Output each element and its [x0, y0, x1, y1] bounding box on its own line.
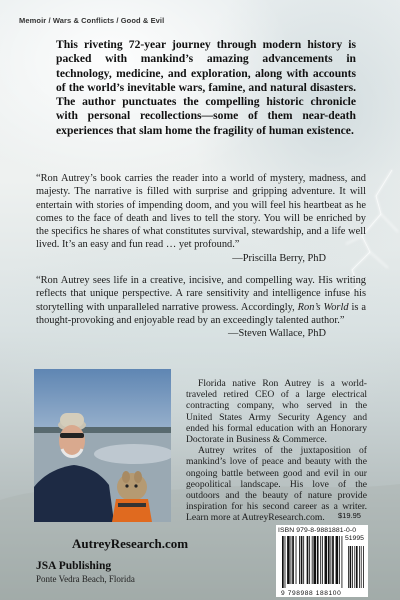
testimonial-2-text [36, 274, 366, 327]
barcode-bars [282, 536, 366, 590]
author-bio [186, 378, 367, 524]
testimonial-1 [36, 172, 366, 265]
testimonial-2-text-start: “Ron Autrey sees life in a creative, incisive, and compelling way. His writing reflects that unique perspective. A rare sensitivity and intelligence infuse his storytelling with unparalleled narrative prowess. Accordingly, [36, 275, 366, 313]
genre-categories: Memoir / Wars & Conflicts / Good & Evil [19, 16, 165, 25]
testimonial-2-attribution: —Steven Wallace, PhD [228, 328, 326, 340]
barcode-addon-number: 51995 [345, 535, 364, 542]
testimonial-2-text-end: is a thought-provoking and enjoyable read by an exceedingly talented author.” [36, 301, 366, 326]
isbn-number: ISBN 979-8-9881881-0-0 [278, 527, 357, 534]
website-url: AutreyResearch.com [72, 536, 189, 551]
publisher-location: Ponte Vedra Beach, Florida [36, 574, 135, 584]
publisher-name: JSA Publishing [36, 560, 112, 572]
price-label: $19.95 [338, 511, 361, 520]
testimonial-2 [36, 274, 366, 340]
testimonial-2-book-title: Ron’s World [297, 301, 349, 313]
book-blurb: This riveting 72-year journey through modern history is packed with mankind’s amazing advancements in technology, medicine, and exploration, along with accounts of the world’s inevitable wars, famine, and natural disasters. The author punctuates the compelling historic chronicle with personal recollections—some of them near-death experiences that slam home the fragility of human existence. [56, 38, 356, 137]
author-bio-paragraph-1: Florida native Ron Autrey is a world-traveled retired CEO of a large electrical contracting company, who served in the United States Army Security Agency and ended his formal education with an Honorary Doctorate in Business & Commerce. [186, 378, 367, 446]
testimonial-1-text: “Ron Autrey’s book carries the reader into a world of mystery, madness, and majesty. The narrative is filled with surprise and gripping adventure. It will entertain with stories of impending doom, and you will feel his heartbeat as he comes to the face of death and lives to tell the story. You will be enriched by the specifics he shares of what constitutes survival, stewardship, and a life well lived. It’s an easy and fun read … yet profound.” [36, 173, 366, 251]
testimonial-1-attribution: —Priscilla Berry, PhD [232, 252, 326, 264]
author-bio-paragraph-2: Autrey writes of the juxtaposition of mankind’s love of peace and beauty with the ongoing battle between good and evil in our geopolitical landscape. His love of the outdoors and the beauty of nature provide inspiration for his second career as a writer. Learn more at AutreyResearch.com. [186, 445, 367, 524]
author-photo [34, 369, 171, 522]
barcode-digits: 9 798988 188100 [281, 590, 342, 597]
